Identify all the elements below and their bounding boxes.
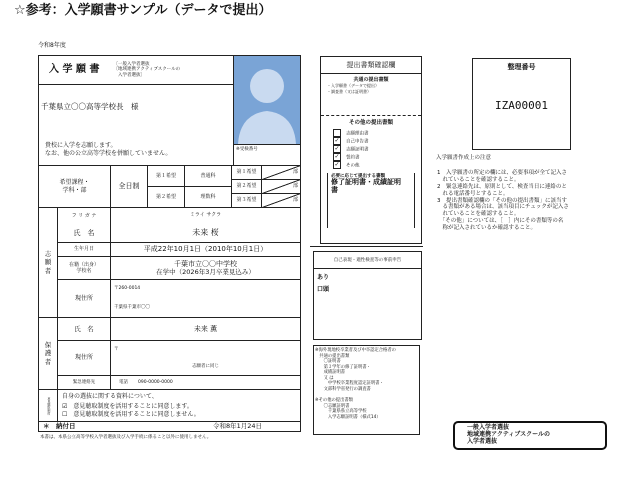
- other-doc-label: 志願証明書: [346, 147, 369, 153]
- guardian-name-label: 氏 名: [57, 317, 111, 341]
- consent-agree-text: 意見聴取制度を活用することに同意します。: [73, 403, 193, 411]
- course-label: 希望課程・ 学科・部: [38, 165, 111, 208]
- year-label: 令和8年度: [38, 42, 66, 49]
- choice-2-label: 第２希望: [147, 186, 185, 208]
- addressee: 千葉県立〇〇高等学校長 様: [41, 102, 139, 111]
- photo: [233, 55, 301, 145]
- other-doc-item[interactable]: [333, 161, 415, 169]
- statement: 貴校に入学を志願します。 なお、他の公立高等学校を併願していません。: [45, 142, 172, 157]
- guardian-address-label: 現住所: [57, 340, 111, 376]
- furigana-value[interactable]: ミライ サクラ: [189, 212, 222, 219]
- checkbox-icon[interactable]: ✓: [334, 137, 340, 144]
- consent-disagree-text: 意見聴取制度を活用することに同意しません。: [73, 410, 200, 418]
- address-label: 現住所: [57, 279, 111, 318]
- notes-list: 1 入学願書の所定の欄には、必要事項が全て記入さ れていることを確認すること。 2 緊急連絡先は、原則として、検査当日に連絡のと れる電話番号とすること。 3 提出書類確認欄の「その他の提出書類」に該当す る書類がある場合は、該当項目にチェックが記入さ れていることを確認すること。 「その他」については、［ ］内にその書類等の名 称が記入されているか確認すること。: [437, 170, 569, 231]
- self-expression-title: 自己表現・適性検査等の事前申告: [314, 252, 421, 269]
- unchecked-checkbox-icon[interactable]: ☐: [62, 410, 68, 418]
- checkbox-icon[interactable]: [333, 129, 341, 137]
- form-heading: 入 学 願 書: [49, 63, 100, 75]
- other-docs-title: その他の提出書類: [348, 120, 393, 126]
- other-doc-item[interactable]: [333, 137, 415, 145]
- page-title: ☆参考：入学願書サンプル（データで提出）: [14, 3, 272, 18]
- checkbox-icon[interactable]: ✓: [334, 153, 340, 160]
- other-doc-label: その他: [346, 163, 360, 169]
- birth-value[interactable]: 平成22年10月1日（2010年10月1日）: [110, 242, 301, 257]
- reference-number-box: [472, 58, 571, 150]
- checkbox-icon[interactable]: ✓: [334, 145, 340, 152]
- guardian-address-value[interactable]: 志願者に同じ: [192, 363, 219, 369]
- emergency-label: 緊急連絡先: [57, 375, 111, 390]
- school-label: 在籍（出身） 学校名: [57, 256, 111, 280]
- consent-side-label: 意見聴取制度: [38, 389, 58, 422]
- consent-intro: 自身の選抜に関する資料について、: [62, 392, 158, 400]
- overseas-note: ※海外現地校卒業者及び中卒認定合格者の 共通の提出書類 〇証明書 第３学年の修了証明書・ 成績証明書 又 は 中学校卒業程度認定証明書・ 文部科学省発行の調査書 ※その他の提出書類 〇志願証明書 千葉県県立高等学校 入学志願証明書（様式14）: [313, 345, 420, 435]
- guardian-name-value[interactable]: 未来 薫: [110, 317, 301, 341]
- selection-note: 〔一般入学者選抜 〔地域連携アクティブスクールの 入学者選抜〕: [113, 61, 181, 78]
- exam-number-field: ※受検番号: [233, 144, 301, 166]
- bracket-title: 必要に応じて提出する書類: [331, 174, 385, 179]
- other-doc-label: 志願理由書: [346, 131, 369, 137]
- dept-choice-3-value[interactable]: 部: [261, 193, 301, 208]
- self-expression-box: [313, 251, 422, 340]
- school-status[interactable]: 在学中（2026年3月卒業見込み）: [156, 268, 255, 277]
- self-expression-method[interactable]: 口頭: [317, 286, 330, 293]
- common-doc-item: ・調査書（又は証明書）: [327, 89, 371, 94]
- school-value[interactable]: 千葉市立〇〇中学校: [174, 259, 237, 268]
- other-doc-label: 誓約書: [346, 155, 360, 161]
- dept-choice-1-label: 第１希望: [231, 165, 262, 180]
- footnote: 本書は、本県公立高等学校入学者選抜及び入学手続に係ること以外に使用しません。: [40, 435, 212, 440]
- furigana-label: フ リ ガ ナ: [71, 212, 97, 219]
- common-doc-item: ・入学願書（データで提出）: [327, 83, 379, 88]
- other-doc-label: 自己申告書: [346, 139, 369, 145]
- choice-1-label: 第１希望: [147, 165, 185, 187]
- docs-check-box: [320, 56, 422, 244]
- common-docs-title: 共通の提出書類: [353, 77, 389, 83]
- notes-title: 入学願書作成上の注意: [436, 155, 492, 161]
- course-type: 全日制: [110, 165, 148, 208]
- name-value[interactable]: 未来 桜: [192, 227, 219, 237]
- bracket-value[interactable]: 修了証明書・成績証明 書: [331, 178, 401, 194]
- phone-value[interactable]: 090-0000-0000: [138, 379, 173, 385]
- checked-checkbox-icon[interactable]: ☑: [62, 403, 68, 411]
- application-form: [38, 55, 301, 431]
- choice-2-value[interactable]: 理数科: [184, 186, 232, 208]
- divider: [310, 246, 423, 247]
- other-doc-item[interactable]: [333, 145, 415, 153]
- consent-disagree[interactable]: [62, 411, 200, 419]
- bracket-field[interactable]: [327, 173, 415, 228]
- postal-value[interactable]: 〒260-0014: [114, 286, 141, 292]
- guardian-postal[interactable]: 〒: [114, 346, 119, 352]
- guardian-label: 保 護 者: [38, 317, 58, 390]
- self-expression-value[interactable]: あり: [317, 274, 330, 281]
- dept-choice-2-label: 第２希望: [231, 179, 262, 194]
- consent-agree[interactable]: [62, 403, 193, 411]
- dept-choice-2-value[interactable]: 部: [261, 179, 301, 194]
- dept-choice-1-value[interactable]: 部: [261, 165, 301, 180]
- checkbox-icon[interactable]: ✓: [334, 161, 340, 168]
- name-label: 氏 名: [73, 228, 95, 237]
- other-doc-item[interactable]: [333, 153, 415, 161]
- phone-label: 電話: [119, 379, 128, 385]
- payment-label: ＊ 納付日: [43, 422, 76, 431]
- other-doc-item[interactable]: [333, 129, 415, 137]
- person-silhouette-icon: [234, 56, 300, 144]
- birth-label: 生年月日: [57, 242, 111, 257]
- choice-1-value[interactable]: 普通科: [184, 165, 232, 187]
- payment-date[interactable]: 令和8年1月24日: [213, 422, 263, 431]
- dept-choice-3-label: 第３希望: [231, 193, 262, 208]
- docs-title: 提出書類確認欄: [321, 57, 421, 74]
- reference-number-label: 整理番号: [507, 63, 536, 71]
- selection-type-box: 一般入学者選抜 地域連携アクティブスクールの 入学者選抜: [453, 421, 607, 450]
- reference-number-value: IZA00001: [495, 99, 548, 112]
- address-value[interactable]: 千葉県千葉市〇〇: [114, 304, 150, 310]
- applicant-label: 志 願 者: [38, 207, 58, 318]
